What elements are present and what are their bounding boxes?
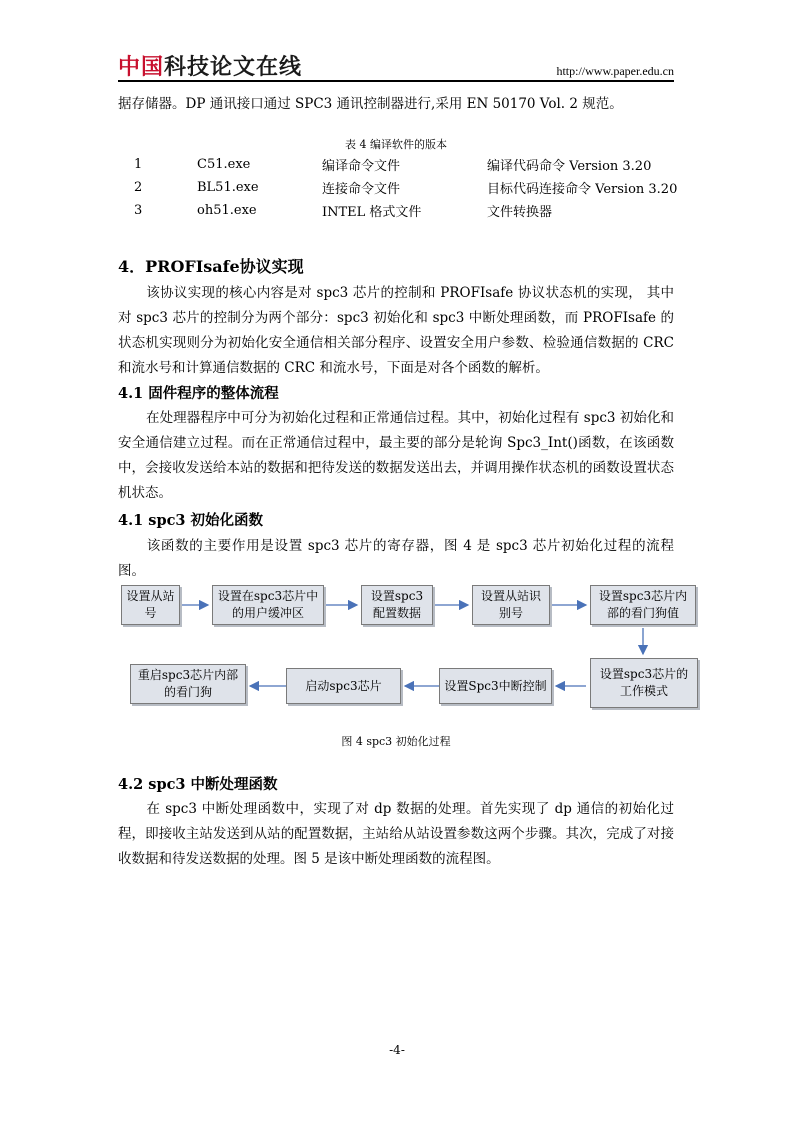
- header-url[interactable]: http://www.paper.edu.cn: [556, 64, 674, 78]
- flow-step-set-user-buffer: 设置在spc3芯片中的用户缓冲区: [212, 585, 324, 625]
- section41a-text: 在处理器程序中可分为初始化过程和正常通信过程。其中，初始化过程有 spc3 初始化和安全通信建立过程。而在正常通信过程中，最主要的部分是轮询 Spc3_Int()函数，在该函数中，会接收发送给本站的数据和把待发送的数据发送出去，并调用操作状态机的函数设置状态机状态。: [118, 410, 674, 501]
- page-number: -4-: [389, 1043, 405, 1057]
- section4-text: 该协议实现的核心内容是对 spc3 芯片的控制和 PROFIsafe 协议状态机的实现， 其中对 spc3 芯片的控制分为两个部分：spc3 初始化和 spc3 中断处理函数，而 PROFIsafe 的状态机实现则分为初始化安全通信相关部分程序、设置安全用户参数、检验通信数据的 CRC 和流水号和计算通信数据的 CRC 和流水号，下面是对各个函数的解析。: [118, 285, 674, 376]
- flow-step-set-config-data: 设置spc3配置数据: [361, 585, 433, 625]
- flow-step-set-watchdog: 设置spc3芯片内部的看门狗值: [590, 585, 696, 625]
- table-cell-func: 文件转换器: [487, 205, 553, 220]
- section42-paragraph: [118, 797, 674, 872]
- flow-step-set-work-mode: 设置spc3芯片的工作模式: [590, 658, 698, 708]
- table-cell-desc: INTEL 格式文件: [322, 205, 422, 220]
- flow-step-start-chip: 启动spc3芯片: [286, 668, 401, 704]
- section-heading: 4．PROFIsafe协议实现: [118, 257, 304, 276]
- subsection-heading: 4.2 spc3 中断处理函数: [118, 776, 278, 793]
- table-cell-no: 2: [134, 180, 143, 195]
- logo-dark-text: 科技论文在线: [164, 55, 303, 80]
- logo-red-text: 中国: [118, 55, 165, 80]
- figure-caption: 图 4 spc3 初始化过程: [341, 735, 451, 748]
- section41b-text: 该函数的主要作用是设置 spc3 芯片的寄存器，图 4 是 spc3 芯片初始化过程的流程图。: [118, 538, 674, 579]
- table-cell-file: oh51.exe: [197, 203, 257, 218]
- subsection-heading: 4.1 固件程序的整体流程: [118, 385, 279, 402]
- section42-text: 在 spc3 中断处理函数中，实现了对 dp 数据的处理。首先实现了 dp 通信的初始化过程，即接收主站发送到从站的配置数据，主站给从站设置参数这两个步骤。其次，完成了对接收数据和待发送数据的处理。图 5 是该中断处理函数的流程图。: [118, 801, 674, 867]
- flow-step-set-interrupt: 设置Spc3中断控制: [439, 668, 552, 704]
- table-cell-file: C51.exe: [197, 157, 251, 172]
- table-cell-func: 目标代码连接命令 Version 3.20: [487, 182, 678, 197]
- flow-step-restart-watchdog: 重启spc3芯片内部的看门狗: [130, 664, 246, 704]
- table-cell-no: 3: [134, 203, 143, 218]
- flow-step-set-station-address: 设置从站号: [121, 585, 180, 625]
- table-cell-desc: 连接命令文件: [322, 182, 401, 197]
- table-cell-file: BL51.exe: [197, 180, 259, 195]
- subsection-heading: 4.1 spc3 初始化函数: [118, 512, 264, 529]
- intro-paragraph: 据存储器。DP 通讯接口通过 SPC3 通讯控制器进行,采用 EN 50170 Vol. 2 规范。: [118, 96, 623, 112]
- table-caption: 表 4 编译软件的版本: [345, 138, 447, 151]
- flow-step-set-ident-number: 设置从站识别号: [472, 585, 550, 625]
- table-cell-no: 1: [134, 157, 143, 172]
- table-cell-func: 编译代码命令 Version 3.20: [487, 159, 652, 174]
- table-cell-desc: 编译命令文件: [322, 159, 401, 174]
